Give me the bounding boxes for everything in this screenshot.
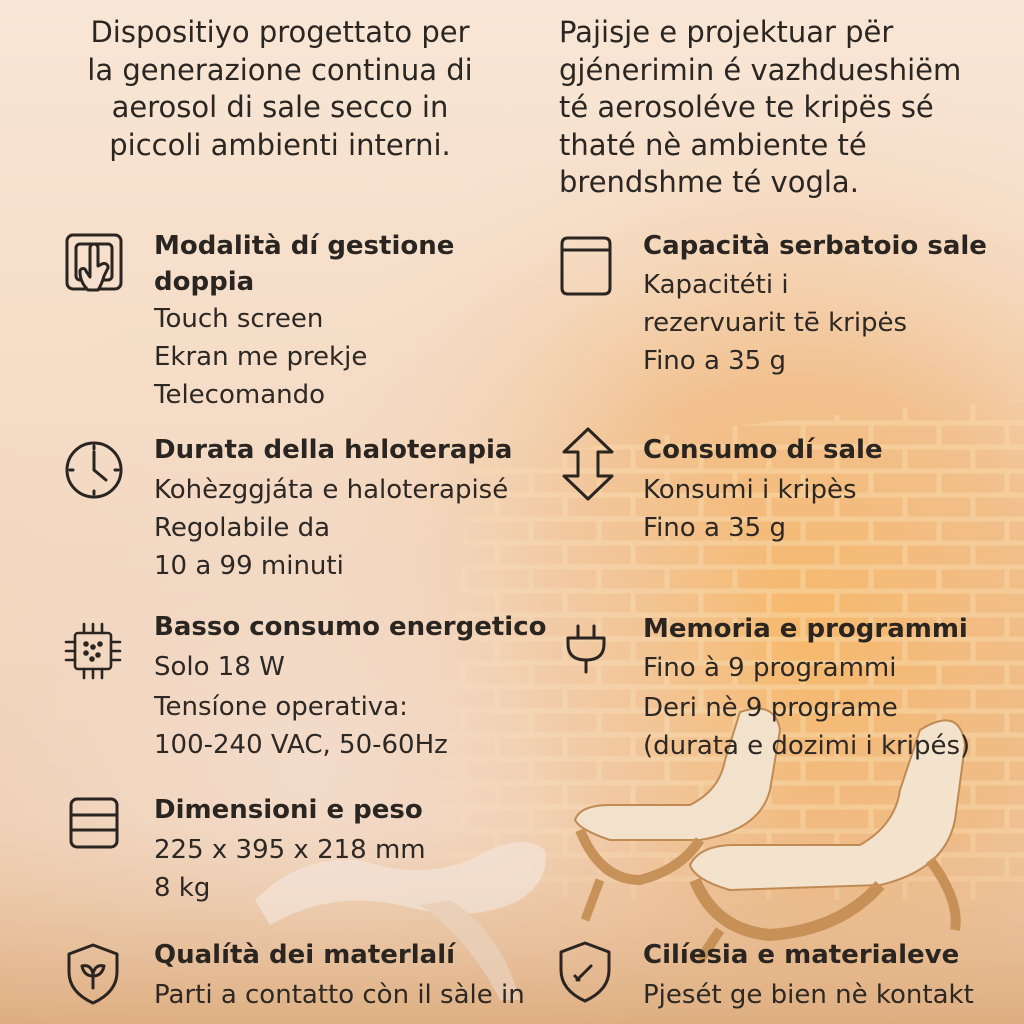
feature-materials-albanian (643, 937, 974, 1014)
intro-italian-line: aerosol di sale secco in (111, 90, 449, 124)
feature-line: Tensíone operativa: (154, 692, 408, 722)
feature-line: (durata e dozimi i kripés) (643, 731, 971, 761)
intro-italian (40, 14, 520, 164)
feature-line: Fino à 9 programmi (643, 653, 897, 683)
intro-italian-line: piccoli ambienti interni. (109, 127, 451, 162)
feature-dimensions (154, 792, 426, 907)
intro-italian-line: Dispositiyo progettato per (90, 15, 470, 49)
feature-line: 8 kg (154, 873, 211, 903)
feature-salt-capacity (643, 228, 987, 380)
feature-title: Memoria e programmi (643, 614, 968, 644)
feature-title: Qualítà dei materlalí (154, 940, 456, 970)
intro-italian-line: la generazione continua di (87, 52, 473, 87)
feature-line: Telecomando (154, 380, 326, 410)
intro-albanian-line: brendshme té vogla. (559, 165, 859, 199)
clock-icon (64, 440, 124, 500)
feature-title-line: Modalità dí gestione (154, 231, 455, 261)
feature-line: Deri nè 9 programe (643, 693, 898, 723)
intro-albanian-line: thaté nè ambiente té (559, 127, 867, 162)
feature-salt-consumption (643, 432, 883, 547)
intro-albanian-line: Pajisje e projektuar për (559, 15, 894, 49)
plug-icon (564, 622, 608, 674)
double-arrow-icon (560, 426, 616, 502)
feature-line: Parti a contatto còn il sàle in (154, 980, 525, 1010)
feature-title: Consumo dí sale (643, 435, 883, 465)
feature-memory-programs (643, 611, 970, 765)
feature-title (154, 228, 454, 300)
feature-title: Basso consumo energetico (154, 612, 547, 642)
feature-line: Regolabile da (154, 513, 331, 543)
feature-line: Ekran me prekje (154, 342, 368, 372)
feature-line: Fino a 35 g (643, 346, 786, 376)
feature-line: Solo 18 W (154, 652, 285, 682)
chip-icon (62, 620, 124, 682)
intro-albanian (559, 14, 999, 202)
feature-title: Durata della haloterapia (154, 435, 513, 465)
shield-check-icon (556, 940, 614, 1004)
feature-line: 225 x 395 x 218 mm (154, 835, 426, 865)
feature-line: Kohèzggjáta e haloterapisé (154, 475, 509, 505)
feature-line: 100-240 VAC, 50-60Hz (154, 730, 448, 760)
feature-line: Kapacitéti i (643, 270, 789, 300)
feature-material-quality (154, 937, 525, 1014)
feature-title-line: doppia (154, 267, 255, 297)
touch-hand-icon (64, 232, 126, 298)
salt-jar-icon (558, 234, 614, 298)
feature-therapy-duration (154, 432, 512, 585)
shield-leaf-icon (64, 942, 122, 1006)
feature-title: Dimensioni e peso (154, 795, 423, 825)
device-box-icon (68, 796, 120, 850)
feature-line: 10 a 99 minuti (154, 551, 344, 581)
feature-title: Capacità serbatoio sale (643, 231, 987, 261)
feature-title: Cilíesia e materialeve (643, 940, 960, 970)
intro-albanian-line: gjénerimin é vazhdueshiëm (559, 52, 962, 87)
intro-albanian-line: té aerosoléve te kripës sé (559, 90, 934, 124)
feature-line: rezervuarit tē kripės (643, 308, 908, 338)
feature-energy (154, 609, 546, 764)
feature-line: Fino a 35 g (643, 513, 786, 543)
feature-line: Pjesét ge bien nè kontakt (643, 980, 974, 1010)
feature-dual-control (154, 228, 454, 414)
feature-line: Konsumi i kripès (643, 475, 857, 505)
feature-line: Touch screen (154, 304, 324, 334)
